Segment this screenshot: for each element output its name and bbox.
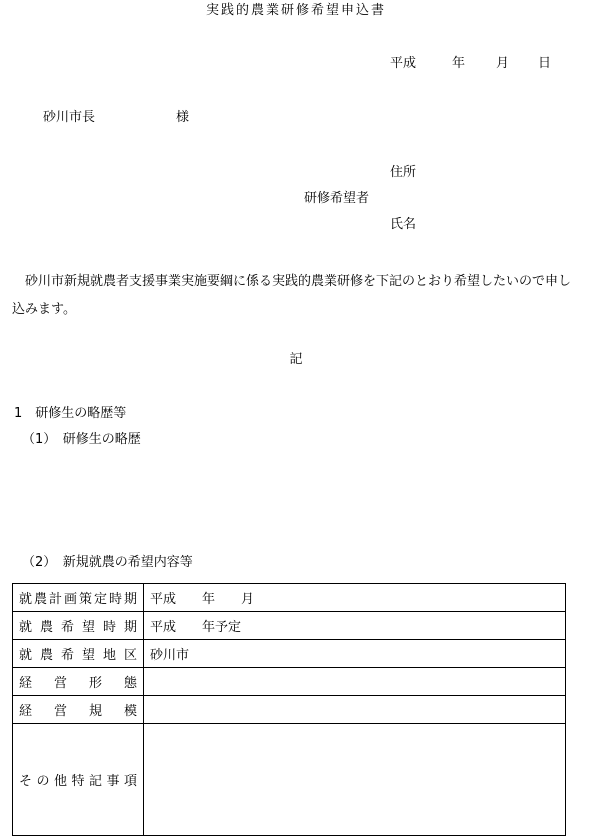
row-label: 就農希望時期 bbox=[13, 612, 144, 640]
name-label: 氏名 bbox=[390, 217, 417, 232]
table-row bbox=[13, 696, 566, 724]
table-row bbox=[13, 668, 566, 696]
row-label: その他特記事項 bbox=[13, 724, 144, 836]
document-title: 実践的農業研修希望申込書 bbox=[205, 3, 386, 18]
address-label: 住所 bbox=[390, 165, 417, 180]
row-label: 就農計画策定時期 bbox=[13, 584, 144, 612]
row-label: 就農希望地区 bbox=[13, 640, 144, 668]
section-1-heading: 1 研修生の略歴等 bbox=[14, 406, 127, 421]
table-row bbox=[13, 640, 566, 668]
section-1-1-heading: （1） 研修生の略歴 bbox=[22, 432, 141, 447]
row-label: 経営形態 bbox=[13, 668, 144, 696]
table-row bbox=[13, 612, 566, 640]
date-year-label: 年 bbox=[452, 56, 466, 71]
section-1-2-heading: （2） 新規就農の希望内容等 bbox=[22, 555, 193, 570]
applicant-role-label: 研修希望者 bbox=[304, 191, 370, 206]
row-value[interactable]: 平成 年予定 bbox=[144, 612, 566, 640]
date-era: 平成 bbox=[390, 56, 417, 71]
date-month-label: 月 bbox=[496, 56, 510, 71]
ki-heading: 記 bbox=[289, 352, 303, 367]
application-statement: 砂川市新規就農者支援事業実施要綱に係る実践的農業研修を下記のとおり希望したいので申し込みます。 bbox=[12, 274, 572, 317]
addressee-name: 砂川市長 bbox=[43, 110, 96, 125]
table-row bbox=[13, 724, 566, 836]
table-row bbox=[13, 584, 566, 612]
farming-plan-table bbox=[12, 583, 566, 836]
addressee-honorific: 様 bbox=[176, 110, 190, 125]
row-label: 経営規模 bbox=[13, 696, 144, 724]
row-value[interactable]: 平成 年 月 bbox=[144, 584, 566, 612]
row-value[interactable] bbox=[144, 668, 566, 696]
date-day-label: 日 bbox=[538, 56, 552, 71]
row-value[interactable] bbox=[144, 724, 566, 836]
row-value[interactable] bbox=[144, 696, 566, 724]
row-value[interactable]: 砂川市 bbox=[144, 640, 566, 668]
